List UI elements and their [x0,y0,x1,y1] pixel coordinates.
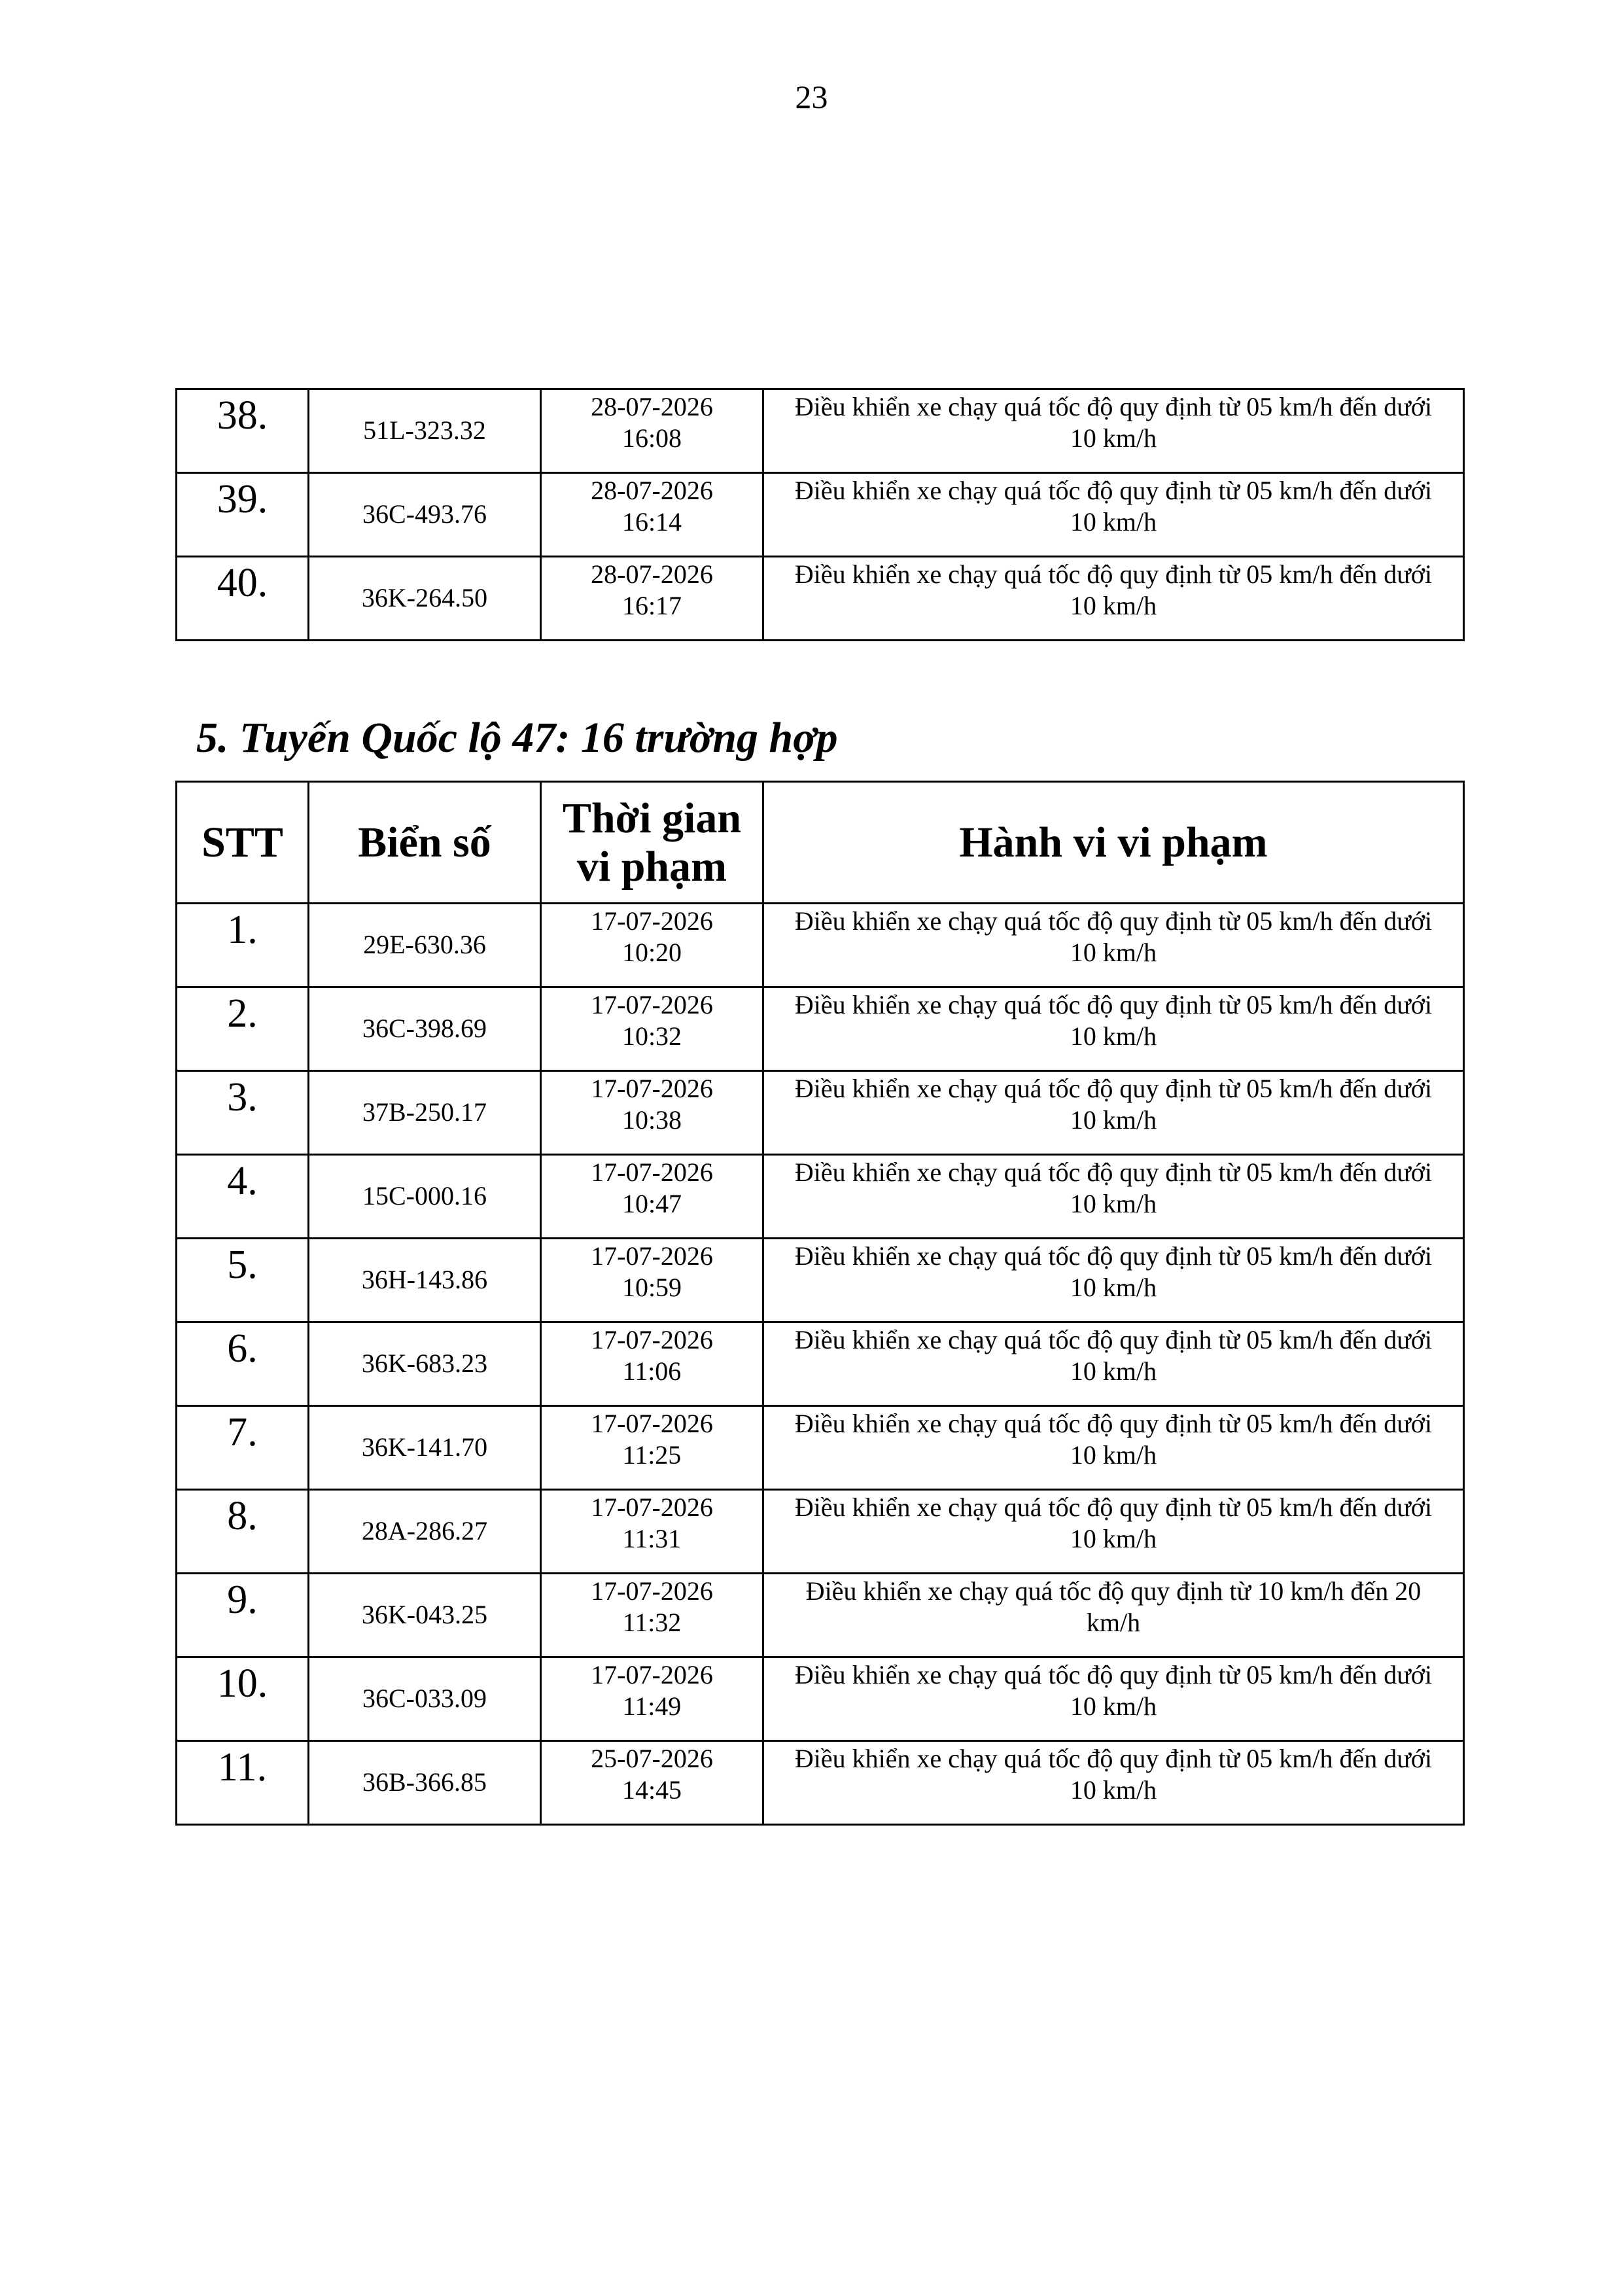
table-row [177,1741,1464,1825]
cell-plate: 36C-033.09 [309,1657,541,1741]
cell-stt: 2. [177,987,309,1071]
cell-time [541,1322,763,1406]
section-heading: 5. Tuyến Quốc lộ 47: 16 trường hợp [196,714,838,762]
cell-violation-line1: Điều khiển xe chạy quá tốc độ quy định từ 05 km/h đến dưới [794,990,1433,1019]
cell-stt: 9. [177,1574,309,1657]
cell-violation-line1: Điều khiển xe chạy quá tốc độ quy định từ 05 km/h đến dưới [794,1157,1433,1187]
cell-clock: 11:49 [622,1691,682,1721]
cell-clock: 10:38 [621,1105,682,1135]
header-plate: Biển số [309,782,541,904]
cell-violation-line1: Điều khiển xe chạy quá tốc độ quy định từ 10 km/h đến 20 [805,1576,1422,1606]
cell-violation-line2: 10 km/h [1070,1440,1157,1470]
cell-date: 17-07-2026 [591,1492,713,1522]
cell-violation-line2: 10 km/h [1070,507,1157,537]
cell-plate: 36K-683.23 [309,1322,541,1406]
cell-violation [763,1490,1464,1574]
cell-violation-line2: 10 km/h [1070,423,1157,453]
table-row [177,473,1464,557]
cell-time [541,1071,763,1155]
cell-stt: 6. [177,1322,309,1406]
cell-date: 28-07-2026 [591,559,713,589]
cell-violation [763,1071,1464,1155]
cell-violation-line1: Điều khiển xe chạy quá tốc độ quy định từ 05 km/h đến dưới [794,1074,1433,1103]
cell-violation [763,473,1464,557]
header-time-line2: vi phạm [576,842,727,891]
cell-plate: 28A-286.27 [309,1490,541,1574]
cell-violation-line1: Điều khiển xe chạy quá tốc độ quy định từ 05 km/h đến dưới [794,1325,1433,1354]
cell-time [541,473,763,557]
page-number: 23 [795,79,828,115]
cell-plate: 37B-250.17 [309,1071,541,1155]
cell-plate: 36B-366.85 [309,1741,541,1825]
cell-violation-line1: Điều khiển xe chạy quá tốc độ quy định từ 05 km/h đến dưới [794,1744,1433,1773]
table-row [177,1406,1464,1490]
cell-clock: 11:32 [622,1608,682,1637]
cell-date: 17-07-2026 [591,1660,713,1689]
cell-violation-line2: km/h [1086,1608,1141,1637]
cell-stt: 11. [177,1741,309,1825]
cell-clock: 10:20 [621,938,682,967]
cell-time [541,987,763,1071]
cell-date: 17-07-2026 [591,1157,713,1187]
violations-table-continued [175,388,1465,641]
cell-time [541,1657,763,1741]
cell-violation [763,1155,1464,1239]
cell-date: 17-07-2026 [591,1241,713,1271]
cell-stt: 10. [177,1657,309,1741]
cell-violation-line1: Điều khiển xe chạy quá tốc độ quy định từ 05 km/h đến dưới [794,476,1433,505]
cell-time [541,1741,763,1825]
cell-date: 17-07-2026 [591,1325,713,1354]
cell-time [541,904,763,987]
cell-violation-line2: 10 km/h [1070,938,1157,967]
cell-clock: 16:08 [621,423,682,453]
table-row [177,1574,1464,1657]
cell-plate: 29E-630.36 [309,904,541,987]
cell-violation-line1: Điều khiển xe chạy quá tốc độ quy định từ 05 km/h đến dưới [794,1492,1433,1522]
cell-violation-line1: Điều khiển xe chạy quá tốc độ quy định từ 05 km/h đến dưới [794,559,1433,589]
cell-stt: 7. [177,1406,309,1490]
cell-date: 25-07-2026 [591,1744,713,1773]
cell-time [541,1490,763,1574]
cell-clock: 14:45 [621,1775,682,1805]
cell-violation-line2: 10 km/h [1070,1021,1157,1051]
cell-time [541,1406,763,1490]
table-header-row [177,782,1464,904]
cell-violation [763,1239,1464,1322]
cell-violation-line1: Điều khiển xe chạy quá tốc độ quy định từ 05 km/h đến dưới [794,392,1433,421]
cell-violation [763,987,1464,1071]
cell-violation-line2: 10 km/h [1070,1524,1157,1553]
cell-date: 17-07-2026 [591,906,713,936]
table-row [177,1239,1464,1322]
cell-plate: 36C-493.76 [309,473,541,557]
cell-violation-line2: 10 km/h [1070,1189,1157,1218]
cell-clock: 10:59 [621,1273,682,1302]
cell-stt: 8. [177,1490,309,1574]
cell-date: 17-07-2026 [591,1074,713,1103]
cell-clock: 11:31 [622,1524,682,1553]
cell-clock: 16:14 [621,507,682,537]
cell-date: 17-07-2026 [591,990,713,1019]
cell-plate: 36K-043.25 [309,1574,541,1657]
cell-plate: 51L-323.32 [309,389,541,473]
cell-stt: 39. [177,473,309,557]
cell-time [541,1155,763,1239]
cell-date: 28-07-2026 [591,476,713,505]
cell-stt: 5. [177,1239,309,1322]
violations-table [175,781,1465,1826]
cell-plate: 15C-000.16 [309,1155,541,1239]
cell-violation [763,557,1464,641]
violations-table-continued-body [177,389,1464,641]
cell-violation [763,1574,1464,1657]
cell-clock: 11:25 [622,1440,682,1470]
cell-time [541,1239,763,1322]
cell-violation [763,1322,1464,1406]
table-row [177,1155,1464,1239]
table-row [177,1657,1464,1741]
cell-plate: 36K-141.70 [309,1406,541,1490]
cell-violation-line2: 10 km/h [1070,1775,1157,1805]
cell-clock: 10:47 [621,1189,682,1218]
table-row [177,1490,1464,1574]
cell-date: 17-07-2026 [591,1576,713,1606]
cell-stt: 1. [177,904,309,987]
cell-plate: 36K-264.50 [309,557,541,641]
cell-time [541,557,763,641]
header-violation: Hành vi vi phạm [763,782,1464,904]
cell-clock: 10:32 [621,1021,682,1051]
cell-clock: 11:06 [622,1356,682,1386]
cell-plate: 36H-143.86 [309,1239,541,1322]
cell-violation [763,389,1464,473]
table-row [177,1071,1464,1155]
header-stt: STT [177,782,309,904]
cell-violation-line1: Điều khiển xe chạy quá tốc độ quy định từ 05 km/h đến dưới [794,1660,1433,1689]
cell-violation-line2: 10 km/h [1070,1356,1157,1386]
cell-plate: 36C-398.69 [309,987,541,1071]
cell-violation-line2: 10 km/h [1070,591,1157,620]
cell-clock: 16:17 [621,591,682,620]
cell-stt: 4. [177,1155,309,1239]
cell-violation [763,1657,1464,1741]
cell-date: 28-07-2026 [591,392,713,421]
cell-stt: 38. [177,389,309,473]
cell-violation-line2: 10 km/h [1070,1273,1157,1302]
cell-time [541,1574,763,1657]
table-row [177,389,1464,473]
table-row [177,557,1464,641]
header-time-line1: Thời gian [562,794,742,842]
cell-date: 17-07-2026 [591,1409,713,1438]
table-row [177,904,1464,987]
cell-time [541,389,763,473]
cell-violation-line2: 10 km/h [1070,1691,1157,1721]
violations-table-body [177,904,1464,1825]
cell-stt: 3. [177,1071,309,1155]
cell-violation-line1: Điều khiển xe chạy quá tốc độ quy định từ 05 km/h đến dưới [794,1241,1433,1271]
cell-violation [763,1741,1464,1825]
table-row [177,1322,1464,1406]
cell-violation [763,1406,1464,1490]
cell-violation-line2: 10 km/h [1070,1105,1157,1135]
table-row [177,987,1464,1071]
cell-stt: 40. [177,557,309,641]
cell-violation [763,904,1464,987]
cell-violation-line1: Điều khiển xe chạy quá tốc độ quy định từ 05 km/h đến dưới [794,1409,1433,1438]
cell-violation-line1: Điều khiển xe chạy quá tốc độ quy định từ 05 km/h đến dưới [794,906,1433,936]
header-time [541,782,763,904]
